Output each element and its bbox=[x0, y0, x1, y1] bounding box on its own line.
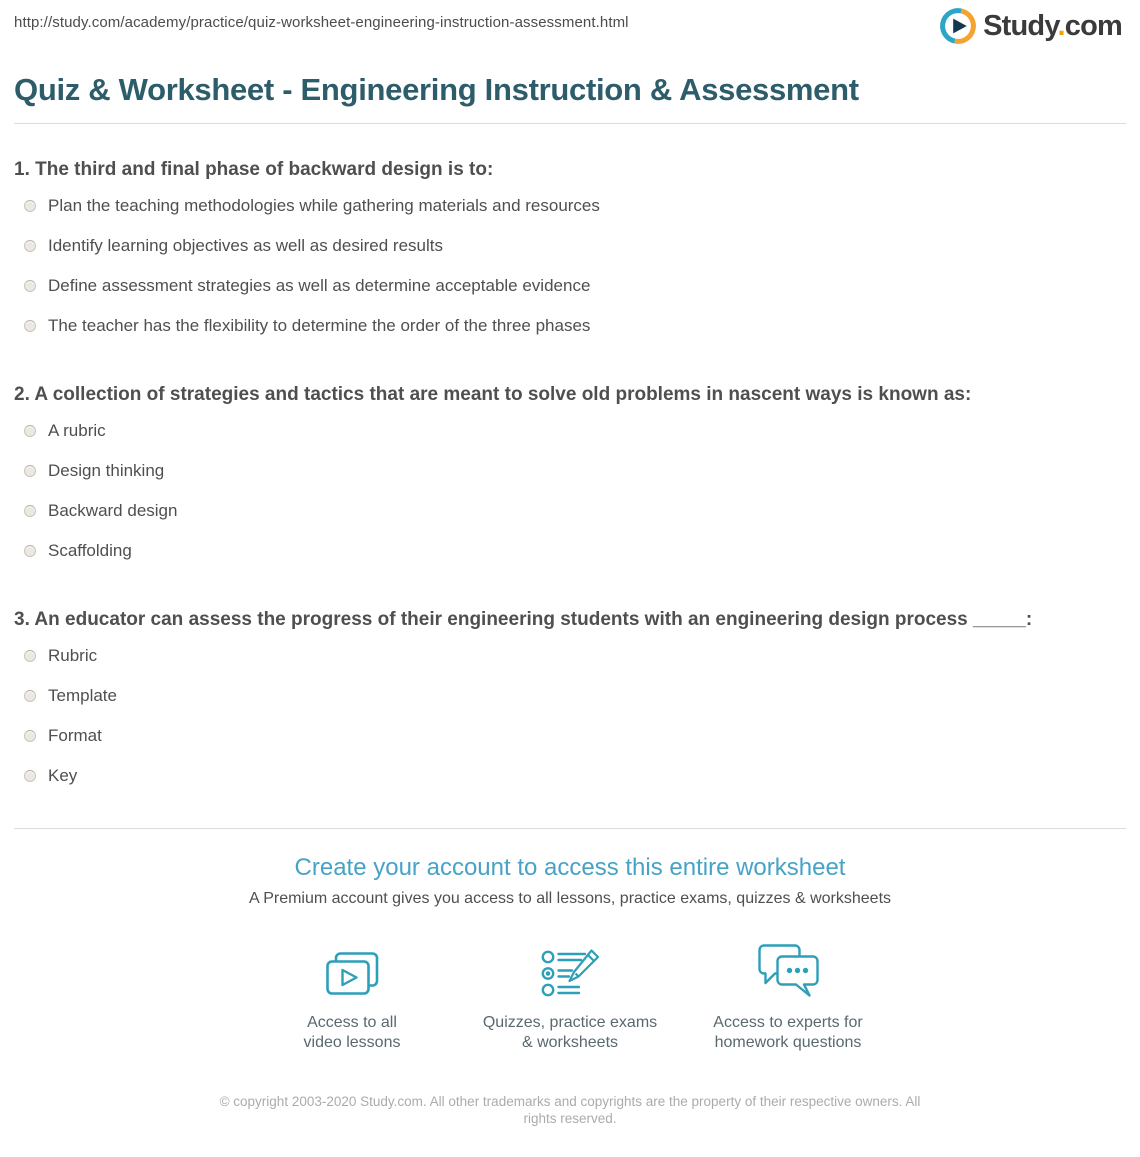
radio-button[interactable] bbox=[24, 690, 36, 702]
question-options bbox=[14, 411, 1126, 571]
title-divider bbox=[14, 123, 1126, 124]
answer-option[interactable] bbox=[14, 756, 1126, 796]
feature-quizzes-worksheets bbox=[470, 942, 670, 1053]
question-2 bbox=[14, 383, 1126, 571]
answer-option-label: Backward design bbox=[48, 501, 178, 520]
chat-experts-icon bbox=[688, 942, 888, 1000]
answer-option-label: The teacher has the flexibility to determine the order of the three phases bbox=[48, 316, 591, 335]
answer-option[interactable] bbox=[14, 186, 1126, 226]
answer-option[interactable] bbox=[14, 531, 1126, 571]
question-3 bbox=[14, 608, 1126, 796]
question-options bbox=[14, 636, 1126, 796]
create-account-heading[interactable]: Create your account to access this entire worksheet bbox=[294, 854, 846, 881]
create-account-section bbox=[0, 854, 1140, 1157]
video-lessons-icon bbox=[252, 942, 452, 1000]
studycom-logo[interactable] bbox=[940, 8, 1122, 44]
feature-label-line: Access to experts for bbox=[713, 1014, 863, 1031]
page-title: Quiz & Worksheet - Engineering Instruction & Assessment bbox=[14, 72, 859, 107]
feature-label bbox=[470, 1013, 670, 1053]
question-1 bbox=[14, 158, 1126, 346]
feature-video-lessons bbox=[252, 942, 452, 1053]
feature-label bbox=[252, 1013, 452, 1053]
answer-option-label: Identify learning objectives as well as desired results bbox=[48, 236, 443, 255]
copyright-notice: © copyright 2003-2020 Study.com. All other trademarks and copyrights are the property of their respective owners. All rights reserved. bbox=[219, 1094, 921, 1126]
radio-button[interactable] bbox=[24, 280, 36, 292]
answer-option-label: Design thinking bbox=[48, 461, 165, 480]
radio-button[interactable] bbox=[24, 650, 36, 662]
answer-option[interactable] bbox=[14, 636, 1126, 676]
radio-button[interactable] bbox=[24, 425, 36, 437]
answer-option[interactable] bbox=[14, 676, 1126, 716]
question-text: 3. An educator can assess the progress of their engineering students with an engineering design process _____: bbox=[14, 609, 1033, 630]
radio-button[interactable] bbox=[24, 320, 36, 332]
answer-option-label: Format bbox=[48, 726, 102, 745]
content-divider bbox=[14, 828, 1126, 829]
answer-option-label: Template bbox=[48, 686, 117, 705]
studycom-logo-text bbox=[983, 8, 1122, 44]
answer-option[interactable] bbox=[14, 411, 1126, 451]
answer-option[interactable] bbox=[14, 266, 1126, 306]
radio-button[interactable] bbox=[24, 730, 36, 742]
radio-button[interactable] bbox=[24, 240, 36, 252]
radio-button[interactable] bbox=[24, 545, 36, 557]
radio-button[interactable] bbox=[24, 770, 36, 782]
feature-label-line: Quizzes, practice exams bbox=[482, 1014, 658, 1031]
answer-option[interactable] bbox=[14, 716, 1126, 756]
radio-button[interactable] bbox=[24, 505, 36, 517]
feature-homework-experts bbox=[688, 942, 888, 1053]
question-text: 2. A collection of strategies and tactics that are meant to solve old problems in nascent ways is known as: bbox=[14, 384, 972, 405]
studycom-play-icon bbox=[940, 8, 976, 44]
quiz-worksheet-icon bbox=[470, 942, 670, 1000]
top-bar bbox=[0, 0, 1140, 52]
answer-option[interactable] bbox=[14, 226, 1126, 266]
question-text: 1. The third and final phase of backward design is to: bbox=[14, 159, 494, 180]
logo-com: com bbox=[1064, 10, 1122, 42]
radio-button[interactable] bbox=[24, 465, 36, 477]
answer-option-label: A rubric bbox=[48, 421, 106, 440]
answer-option-label: Key bbox=[48, 766, 78, 785]
answer-option-label: Rubric bbox=[48, 646, 98, 665]
logo-dot: . bbox=[1057, 10, 1065, 42]
feature-list bbox=[0, 942, 1140, 1053]
answer-option[interactable] bbox=[14, 451, 1126, 491]
feature-label bbox=[688, 1013, 888, 1053]
answer-option-label: Scaffolding bbox=[48, 541, 132, 560]
answer-option[interactable] bbox=[14, 306, 1126, 346]
feature-label-line: & worksheets bbox=[521, 1034, 619, 1051]
answer-option[interactable] bbox=[14, 491, 1126, 531]
radio-button[interactable] bbox=[24, 200, 36, 212]
logo-study: Study bbox=[983, 10, 1058, 42]
feature-label-line: video lessons bbox=[303, 1034, 401, 1051]
page-url: http://study.com/academy/practice/quiz-worksheet-engineering-instruction-assessment.html bbox=[14, 14, 629, 31]
answer-option-label: Plan the teaching methodologies while gathering materials and resources bbox=[48, 196, 600, 215]
feature-label-line: homework questions bbox=[714, 1034, 862, 1051]
answer-option-label: Define assessment strategies as well as determine acceptable evidence bbox=[48, 276, 591, 295]
question-options bbox=[14, 186, 1126, 346]
premium-subheading: A Premium account gives you access to all lessons, practice exams, quizzes & worksheets bbox=[248, 890, 892, 907]
feature-label-line: Access to all bbox=[307, 1014, 397, 1031]
